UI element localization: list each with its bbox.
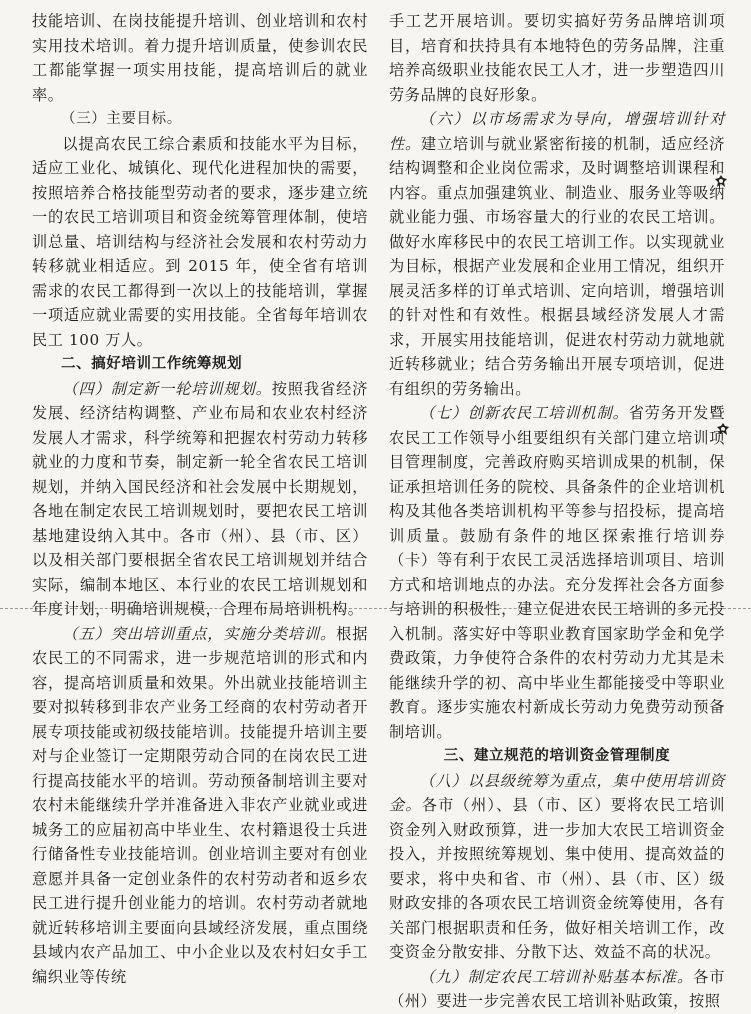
paragraph-subsidy-body: 各市（州）要进一步完善农民工培训补贴政策，按照 — [389, 967, 725, 1010]
right-column — [389, 9, 725, 1014]
subheading-subsidy: （九）制定农民工培训补贴基本标准。 — [419, 967, 694, 986]
section-heading-planning: 二、搞好培训工作统筹规划 — [61, 356, 243, 372]
paragraph-mechanism-body: 省劳务开发暨农民工工作领导小组要组织有关部门建立培训项目管理制度，完善政府购买培训成果的机制，保证承担培训任务的院校、具备条件的企业培训机构及其他各类培训机构平等参与招投标，提高培训质量。鼓励有条件的地区探索推行培训券（卡）等有利于农民工灵活选择培训项目、培训方式和培训地点的办法。充分发挥社会各方面参与培训的积极性，建立促进农民工培训的多元投入机制。落实好中等职业教育国家助学金和免学费政策，力争使符合条件的农村劳动力尤其是未能继续升学的初、高中毕业生都能接受中等职业教育。逐步实施农村新成长劳动力免费劳动预备制培训。 — [389, 404, 725, 741]
paragraph-market-demand-body: 建立培训与就业紧密衔接的机制，适应经济结构调整和企业岗位需求，及时调整培训课程和内容。重点加强建筑业、制造业、服务业等吸纳就业能力强、市场容量大的行业的农民工培训。做好水库移民中的农民工培训工作。以实现就业为目标，根据产业发展和企业用工情况，组织开展灵活多样的订单式培训、定向培训，增强培训的针对性和有效性。根据县域经济发展人才需求，开展实用技能培训，促进农村劳动力就地就近转移就业；结合劳务输出开展专项培训，促进有组织的劳务输出。 — [389, 134, 726, 398]
paragraph-market-demand — [389, 107, 725, 401]
paragraph-goals: 以提高农民工综合素质和技能水平为目标，适应工业化、城镇化、现代化进程加快的需要，按照培养合格技能型劳动者的要求，逐步建立统一的农民工培训项目和资金统筹管理体制，使培训总量、培训结构与经济社会发展和农村劳动力转移就业相适应。到 2015 年，使全省有培训需求的农民工都得到一次以上的技能培训，掌握一项适应就业需要的实用技能。全省每年培训农民工 100 万人。 — [32, 134, 368, 349]
paragraph-county-funds — [389, 769, 725, 965]
paragraph-new-plan-body: 按照我省经济发展、经济结构调整、产业布局和农业农村经济发展人才需求，科学统筹和把握农村劳动力转移就业的力度和节奏，制定新一轮全省农民工培训规划，并纳入国民经济和社会发展中长期规划，各地在制定农民工培训规划时，要把农民工培训基地建设纳入其中。各市（州）、县（市、区）以及相关部门要根据全省农民工培训规划并结合实际，编制本地区、本行业的农民工培训规划和年度计划，明确培训规模，合理布局培训机构。 — [32, 379, 368, 618]
paragraph-continued: 技能培训、在岗技能提升培训、创业培训和农村实用技术培训。着力提升培训质量，使参训农民工都能掌握一项实用技能，提高培训后的就业率。 — [32, 12, 368, 104]
subheading-county-funds: （八）以县级统筹为重点，集中使用培训资金。 — [389, 771, 725, 814]
subheading-goals: （三）主要目标。 — [61, 111, 182, 127]
subheading-mechanism: （七）创新农民工培训机制。 — [419, 404, 629, 422]
paragraph-continued-right: 手工艺开展培训。要切实搞好劳务品牌培训项目，培育和扶持具有本地特色的劳务品牌，注重培养高级职业技能农民工人才，进一步塑造四川劳务品牌的良好形象。 — [389, 12, 725, 104]
subheading-new-plan: （四）制定新一轮培训规划。 — [62, 379, 272, 398]
paragraph-county-funds-body: 各市（州）、县（市、区）要将农民工培训资金列入财政预算，进一步加大农民工培训资金投入，并按照统筹规划、集中使用、提高效益的要求，将中央和省、市（州）、县（市、区）级财政安排的各项农民工培训资金统筹使用，各有关部门根据职责和任务，做好相关培训工作，改变资金分散安排、分散下达、效益不高的状况。 — [389, 796, 725, 961]
paragraph-planning — [32, 377, 368, 622]
subheading-market-demand: （六）以市场需求为导向，增强培训针对性。 — [389, 110, 725, 153]
paragraph-subsidy — [389, 965, 725, 1014]
left-column — [32, 9, 368, 989]
section-heading-funds: 三、建立规范的培训资金管理制度 — [443, 748, 671, 764]
paragraph-classified-training — [32, 622, 368, 990]
subheading-classified-training: （五）突出培训重点，实施分类培训。 — [62, 624, 337, 643]
paragraph-classified-training-body: 根据农民工的不同需求，进一步规范培训的形式和内容，提高培训质量和效果。外出就业技能培训主要对拟转移到非农产业务工经商的农村劳动者开展专项技能或初级技能培训。技能提升培训主要对与企业签订一定期限劳动合同的在岗农民工进行提高技能水平的培训。劳动预备制培训主要对农村未能继续升学并准备进入非农产业就业或进城务工的应届初高中毕业生、农村籍退役士兵进行储备性专业技能培训。创业培训主要对有创业意愿并具备一定创业条件的农村劳动者和返乡农民工进行提升创业能力的培训。农村劳动者就地就近转移培训主要面向县域经济发展，重点围绕县域内农产品加工、中小企业以及农村妇女手工编织业等传统 — [32, 624, 368, 986]
paragraph-mechanism — [389, 401, 725, 744]
